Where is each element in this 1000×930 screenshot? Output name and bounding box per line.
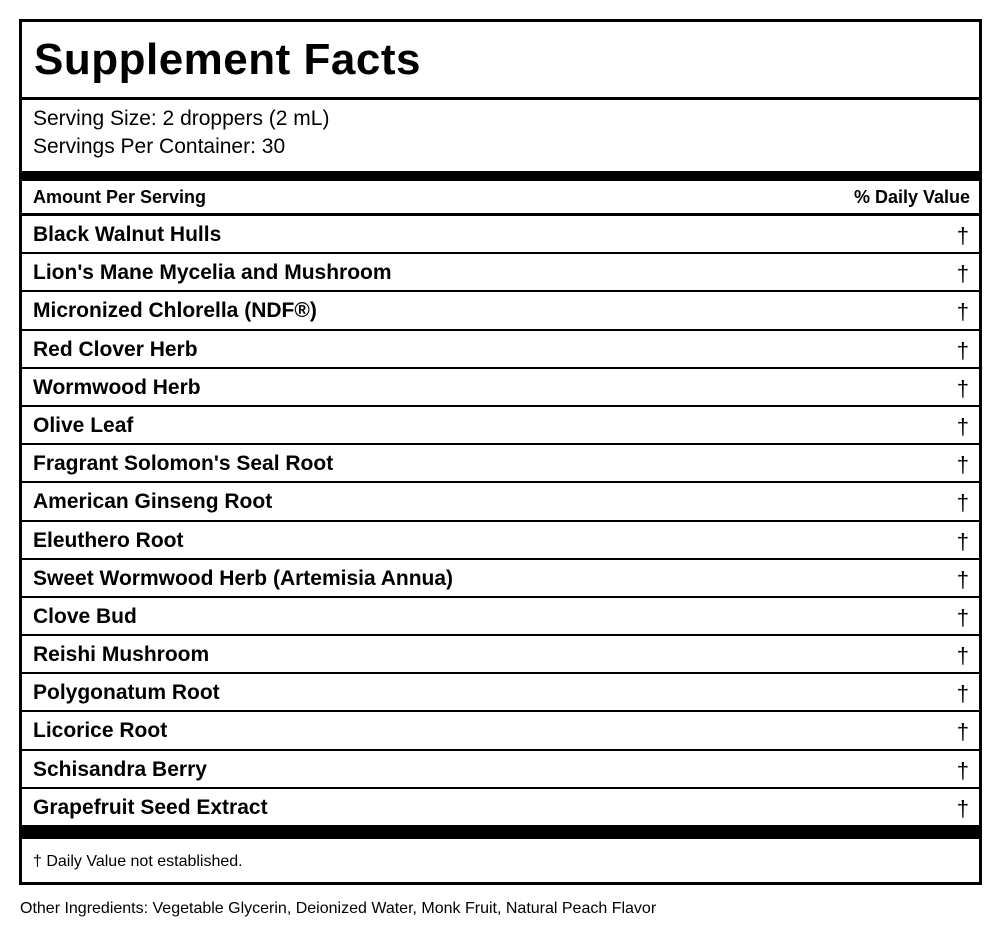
ingredient-name: Black Walnut Hulls <box>33 223 222 246</box>
ingredient-daily-value: † <box>956 223 969 248</box>
ingredient-name: Polygonatum Root <box>33 681 220 705</box>
ingredient-name: Sweet Wormwood Herb (Artemisia Annua) <box>33 566 454 590</box>
ingredient-daily-value: † <box>956 490 969 516</box>
ingredient-name: Clove Bud <box>33 604 137 628</box>
ingredient-daily-value: † <box>956 413 969 439</box>
ingredient-daily-value: † <box>956 604 969 630</box>
ingredient-daily-value: † <box>956 757 969 783</box>
ingredient-name: Micronized Chlorella (NDF®) <box>33 299 317 323</box>
ingredient-table <box>22 216 979 827</box>
other-ingredients: Other Ingredients: Vegetable Glycerin, Deionized Water, Monk Fruit, Natural Peach Flavor <box>20 900 657 917</box>
ingredient-daily-value: † <box>956 452 969 478</box>
ingredient-name: Schisandra Berry <box>33 757 207 781</box>
ingredient-daily-value: † <box>956 528 969 554</box>
ingredient-daily-value: † <box>956 337 969 363</box>
ingredient-name: Wormwood Herb <box>33 375 201 399</box>
serving-size: Serving Size: 2 droppers (2 mL) <box>33 107 330 130</box>
ingredient-name: Grapefruit Seed Extract <box>33 795 268 819</box>
supplement-facts-panel <box>19 19 982 885</box>
daily-value-label: % Daily Value <box>853 187 970 207</box>
serving-info <box>22 100 979 172</box>
ingredient-daily-value: † <box>956 299 969 325</box>
table-row <box>22 216 979 254</box>
ingredient-name: American Ginseng Root <box>33 490 273 514</box>
ingredient-name: Fragrant Solomon's Seal Root <box>33 452 334 476</box>
table-row <box>22 292 979 330</box>
table-row <box>22 789 979 827</box>
table-row <box>22 331 979 369</box>
table-row <box>22 598 979 636</box>
table-row <box>22 407 979 445</box>
table-row <box>22 522 979 560</box>
ingredient-name: Eleuthero Root <box>33 528 184 552</box>
table-row <box>22 445 979 483</box>
table-row <box>22 751 979 789</box>
ingredient-name: Lion's Mane Mycelia and Mushroom <box>33 261 392 285</box>
amount-per-serving-label: Amount Per Serving <box>33 187 207 207</box>
table-row <box>22 636 979 674</box>
ingredient-daily-value: † <box>956 681 969 707</box>
table-row <box>22 712 979 750</box>
servings-per-container: Servings Per Container: 30 <box>33 135 286 158</box>
footnote: † Daily Value not established. <box>33 853 243 870</box>
ingredient-daily-value: † <box>956 261 969 287</box>
ingredient-daily-value: † <box>956 566 969 592</box>
table-row <box>22 254 979 292</box>
title-row <box>22 22 979 100</box>
ingredient-name: Red Clover Herb <box>33 337 198 361</box>
table-row <box>22 674 979 712</box>
table-row <box>22 483 979 521</box>
panel-title: Supplement Facts <box>34 35 421 84</box>
table-row <box>22 560 979 598</box>
thick-divider-top <box>22 171 979 181</box>
thick-divider-bottom <box>22 827 979 839</box>
ingredient-name: Licorice Root <box>33 719 168 743</box>
ingredient-daily-value: † <box>956 643 969 669</box>
ingredient-daily-value: † <box>956 719 969 745</box>
table-row <box>22 369 979 407</box>
ingredient-name: Reishi Mushroom <box>33 643 210 667</box>
table-header <box>22 181 979 216</box>
ingredient-name: Olive Leaf <box>33 413 134 437</box>
ingredient-daily-value: † <box>956 795 969 821</box>
ingredient-daily-value: † <box>956 375 969 401</box>
